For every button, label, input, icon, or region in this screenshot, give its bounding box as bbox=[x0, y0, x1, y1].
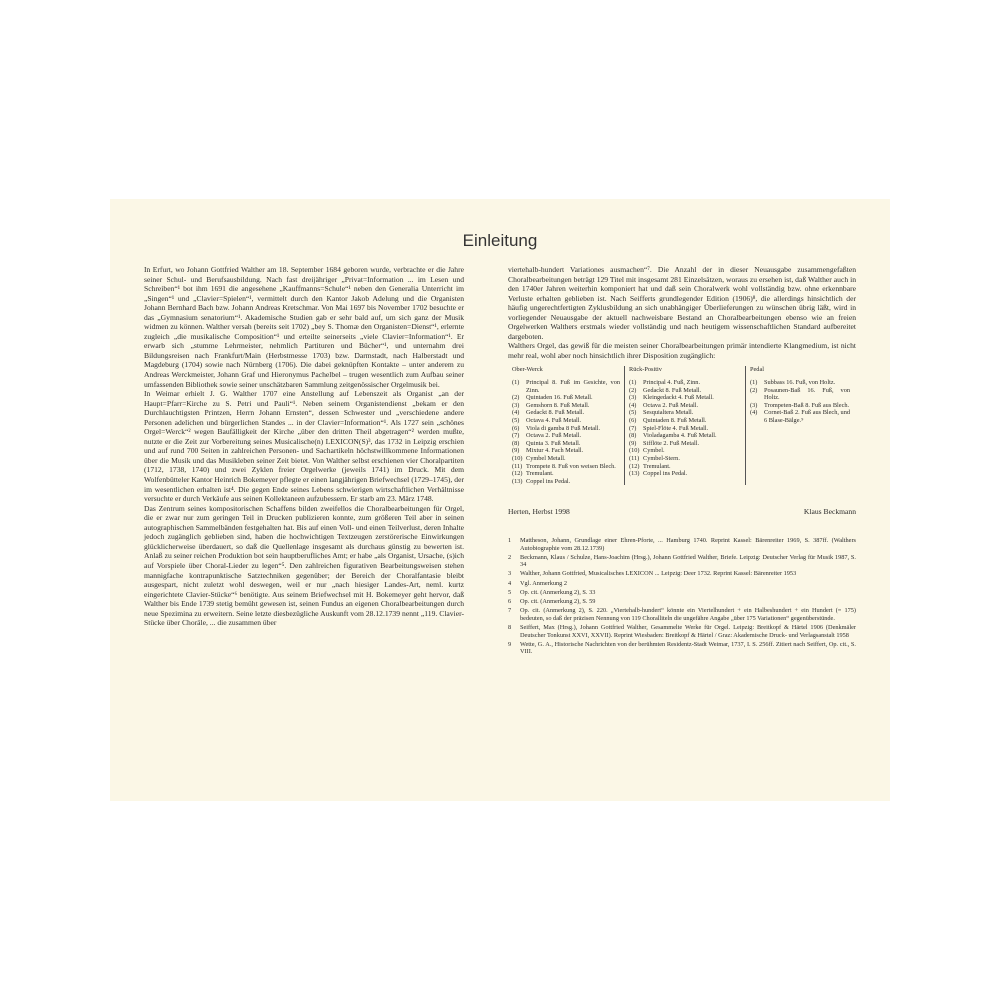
paragraph: In Erfurt, wo Johann Gottfried Walther am 18. September 1684 geboren wurde, verbrachte er die Jahre seiner Schul- und Berufsausbildung. Nach fast dreijähriger „Privat=Information ... im Lesen und Schreiben“¹ bot ihm 1691 die angesehene „Kauffmanns=Schule“¹ neben den Generalia Unterricht im „Singen“¹ und „Clavier=Spielen“¹, vermittelt durch den Kantor Jakob Adelung und die Organisten Johann Bernhard Bach bzw. Johann Andreas Kretschmar. Von Mai 1697 bis November 1702 besuchte er das „Gymnasium senatorium“¹. Akademische Studien gab er sehr bald auf, um sich ganz der Musik widmen zu können. Walther versah (bereits seit 1702) „bey S. Thomæ den Organisten=Dienst“¹, erlernte zugleich „die musikalische Composition“¹ und erteilte seinerseits „viele Clavier=Information“¹. Er erwarb sich „stumme Lehrmeister, nehmlich Partituren und Bücher“¹, und unternahm drei Bildungsreisen nach Frankfurt/Main (Herbstmesse 1703) bzw. Darmstadt, nach Halberstadt und Magdeburg (1704) sowie nach Nürnberg (1706). Die dabei geknüpften Kontakte – unter anderem zu Andreas Werckmeister, Johann Graf und Hieronymus Pachelbel – trugen wesentlich zum Aufbau seiner umfassenden Bibliothek sowie seiner unschätzbaren Sammlung zeitgenössischer Orgelmusik bei. bbox=[144, 265, 464, 389]
stop-item: (13) Coppel ins Pedal. bbox=[512, 477, 571, 485]
page-title: Einleitung bbox=[462, 231, 538, 250]
footnotes bbox=[508, 537, 856, 656]
footnote: 2 Beckmann, Klaus / Schulze, Hans-Joachim (Hrsg.), Johann Gottfried Walther, Briefe. Leipzig: Deutscher Verlag für Musik 1987, S. 34 bbox=[508, 553, 856, 569]
stop-item: (5) Sesquialtera Metall. bbox=[629, 409, 694, 417]
division-pedal bbox=[745, 366, 854, 485]
footnote: 8 Seiffert, Max (Hrsg.), Johann Gottfried Walther, Gesammelte Werke für Orgel. Leipzig: Breitkopf & Härtel 1906 (Denkmäler Deutscher Tonkunst XXVI, XXVII). Reprint Wiesbaden: Breitkopf & Härtel / Graz: Akademische Druck- und Verlagsanstalt 1958 bbox=[508, 624, 856, 639]
stop-item: (3) Gemshorn 8. Fuß Metall. bbox=[512, 401, 590, 409]
place-date: Herten, Herbst 1998 bbox=[508, 507, 570, 517]
author-name: Klaus Beckmann bbox=[803, 507, 856, 517]
footnote: 7 Op. cit. (Anmerkung 2), S. 220. „Viertehalb-hundert“ könnte ein Viertelhundert + ein Halbeshundert + ein Hundert (= 175) bedeuten, so daß der präzisen Nennung von 119 Choralliteln die ungefähre Angabe „über 175 Variationen“ gegenüberstünde. bbox=[508, 607, 856, 622]
signature-line bbox=[508, 507, 856, 517]
stop-item: (11) Trompete 8. Fuß von weisen Blech. bbox=[512, 462, 616, 470]
document-page bbox=[110, 199, 890, 801]
footnote: 9 Wette, G. A., Historische Nachrichten von der berühmten Residentz-Stadt Weimar, 1737, I. S. 256ff. Zitiert nach Seiffert, Op. cit., S. VIII. bbox=[508, 640, 856, 656]
stop-item: (5) Octava 4. Fuß Metall. bbox=[512, 417, 582, 425]
stop-item: (4) Cornet-Baß 2. Fuß aus Blech, und 6 Blase-Bälge.⁹ bbox=[750, 409, 850, 425]
left-column bbox=[144, 265, 464, 628]
division-heading: Pedal bbox=[750, 366, 764, 374]
stop-item: (8) Violadagamba 4. Fuß Metall. bbox=[629, 432, 717, 440]
stop-item: (12) Tremulant. bbox=[629, 462, 671, 470]
stop-item: (11) Cymbel-Stern. bbox=[629, 455, 680, 462]
stop-item: (6) Quintaden 8. Fuß Metall. bbox=[629, 417, 707, 425]
stop-item: (13) Coppel ins Pedal. bbox=[629, 470, 688, 478]
footnote: 3 Walther, Johann Gottfried, Musicalisches LEXICON ... Leipzig: Deer 1732. Reprint Kassel: Bärenreiter 1953 bbox=[508, 570, 797, 578]
paragraph: Das Zentrum seines kompositorischen Schaffens bilden zweifellos die Choralbearbeitungen für Orgel, die er zwar nur zum geringen Teil in Drucken publizieren konnte, zum größeren Teil aber in seinen autographischen Sammelbänden festgehalten hat. Bis auf einen Voll- und einen Teilverlust, deren Inhalte jedoch zugänglich geblieben sind, haben die hochwichtigen Textzeugen zerstörerische Einwirkungen glücklicherweise überdauert, so daß die Quellenlage insgesamt als durchaus günstig zu bewerten ist. Anlaß zu seiner reichen Produktion bot sein hauptberufliches Amt; er habe „als Organist, Ursache, (s)ich auf Vorspiele über Choral-Lieder zu legen“⁵. Den zahlreichen figurativen Bearbeitungsweisen stehen mannigfache kontrapunktische Satztechniken gegenüber; der Bereich der Choralfantasie bleibt ausgespart, nicht zuletzt wohl deswegen, weil er nur „nach hiesiger Landes-Art, neml. kurtz eingerichtete Clavier-Stücke“⁶ benötigte. Aus seinem Briefwechsel mit H. Bokemeyer geht hervor, daß Walther bis Ende 1739 stetig bemüht gewesen ist, seinen Fundus an eigenen Choralbearbeitungen durch neue Spezimina zu erweitern. Seine letzte diesbezügliche Auskunft vom 28.12.1739 nennt „119. Clavier-Stücke über Choräle, ... die zusammen über bbox=[144, 503, 464, 628]
stop-item: (2) Gedackt 8. Fuß Metall. bbox=[629, 386, 702, 394]
footnote: 6 Op. cit. (Anmerkung 2), S. 59 bbox=[508, 598, 596, 606]
division-heading: Ober-Werck bbox=[512, 366, 543, 374]
stop-item: (1) Subbass 16. Fuß, von Holtz. bbox=[750, 379, 836, 387]
division-rueck-positiv bbox=[624, 366, 745, 485]
division-heading: Rück-Positiv bbox=[629, 366, 662, 374]
stop-item: (7) Octava 2. Fuß Metall. bbox=[512, 432, 582, 440]
stop-item: (3) Trompeten-Baß 8. Fuß aus Blech. bbox=[750, 401, 850, 409]
paragraph: Walthers Orgel, das gewiß für die meisten seiner Choralbearbeitungen primär intendierte Klangmedium, ist nicht mehr real, wohl aber noch hinsichtlich ihrer Disposition zugänglich: bbox=[508, 341, 856, 360]
stop-item: (12) Tremulant. bbox=[512, 470, 554, 478]
stop-item: (1) Principal 4. Fuß, Zinn. bbox=[629, 379, 701, 387]
stop-item: (4) Gedackt 8. Fuß Metall. bbox=[512, 409, 585, 417]
stop-item: (1) Principal 8. Fuß im Gesichte, von Zinn. bbox=[512, 379, 620, 394]
right-column bbox=[508, 265, 856, 658]
stop-item: (3) Kleingedackt 4. Fuß Metall. bbox=[629, 394, 714, 402]
stop-item: (10) Cymbel Metall. bbox=[512, 455, 566, 462]
stop-item: (10) Cymbel. bbox=[629, 447, 665, 455]
division-ober-werck bbox=[508, 366, 624, 485]
stop-item: (2) Posaunen-Baß 16. Fuß, von Holtz. bbox=[750, 386, 850, 402]
stop-item: (6) Viola di gamba 8 Fuß Metall. bbox=[512, 424, 601, 432]
stop-item: (2) Quintaden 16. Fuß Metall. bbox=[512, 394, 593, 402]
footnote: 1 Mattheson, Johann, Grundlage einer Ehren-Pforte, ... Hamburg 1740. Reprint Kassel: Bärenreiter 1969, S. 387ff. (Walthers Autobiographie vom 28.12.1739) bbox=[508, 536, 856, 552]
footnote: 5 Op. cit. (Anmerkung 2), S. 33 bbox=[508, 588, 596, 596]
stop-item: (7) Spiel-Flöte 4. Fuß Metall. bbox=[629, 424, 709, 432]
paragraph: viertehalb-hundert Variationes ausmachen“⁷. Die Anzahl der in dieser Neuausgabe zusammengefaßten Choralbearbeitungen beträgt 129 Titel mit insgesamt 281 Einzelsätzen, woraus zu ersehen ist, daß Walther auch in den 1740er Jahren weiterhin komponiert hat und daß sein Choralwerk wohl vollständig bzw. ohne erkennbare Verluste erhalten geblieben ist. Nach Seifferts grundlegender Edition (1906)⁸, die allerdings hinsichtlich der häufig ungerechtfertigten Zyklusbildung an sich unabhängiger Überlieferungen zu wünschen übrig läßt, wird in vorliegender Neuausgabe der aktuell nachweisbare Bestand an Choralbearbeitungen ebenso wie an freien Orgelwerken Walthers erstmals wieder vollständig und nach heutigem wissenschaftlichen Standard aufbereitet dargeboten. bbox=[508, 265, 856, 341]
organ-disposition bbox=[508, 366, 856, 485]
stop-item: (9) Sifflöte 2. Fuß Metall. bbox=[629, 439, 700, 447]
stop-item: (4) Octava 2. Fuß Metall. bbox=[629, 401, 699, 409]
footnote: 4 Vgl. Anmerkung 2 bbox=[508, 579, 568, 587]
paragraph: In Weimar erhielt J. G. Walther 1707 eine Anstellung auf Lebenszeit als Organist „an der Haupt=Pfarr=Kirche zu S. Petri und Pauli“¹. Neben seinem Organistendienst „bekam er den Durchlauchtigsten Printzen, Herrn Johann Ernsten“, dessen Schwester und „verschiedene andere Personen adelichen und bürgerlichen Standes ... in der Clavier=Information“¹. Als 1727 sein „schönes Orgel=Werck“² wegen Baufälligkeit der Kirche „über den dritten Theil abgetragen“² werden mußte, nutzte er die Zeit zur Vorbereitung seines Musicalische(n) LEXICON(S)³, das 1732 in Leipzig erschien und auf rund 700 Seiten in zahlreichen Personen- und Sachartikeln höchstwillkommene Informationen über die Musik und das Musikleben seiner Zeit bietet. Von Walther selbst erschienen vier Choralpartiten (1712, 1738, 1740) und zwei Zyklen freier Orgelwerke (jeweils 1741) im Druck. Mit dem Wolfenbütteler Kantor Heinrich Bokemeyer pflegte er einen langjährigen Briefwechsel (1729–1745), der im wesentlichen erhalten ist⁴. Die gegen Ende seines Lebens schwierigen wirtschaftlichen Verhältnisse versuchte er durch Verkäufe aus seinen Kollektaneen aufzubessern. Er starb am 23. März 1748. bbox=[144, 389, 464, 504]
stop-item: (8) Quinta 3. Fuß Metall. bbox=[512, 439, 581, 447]
stop-item: (9) Mixtur 4. Fach Metall. bbox=[512, 447, 584, 455]
